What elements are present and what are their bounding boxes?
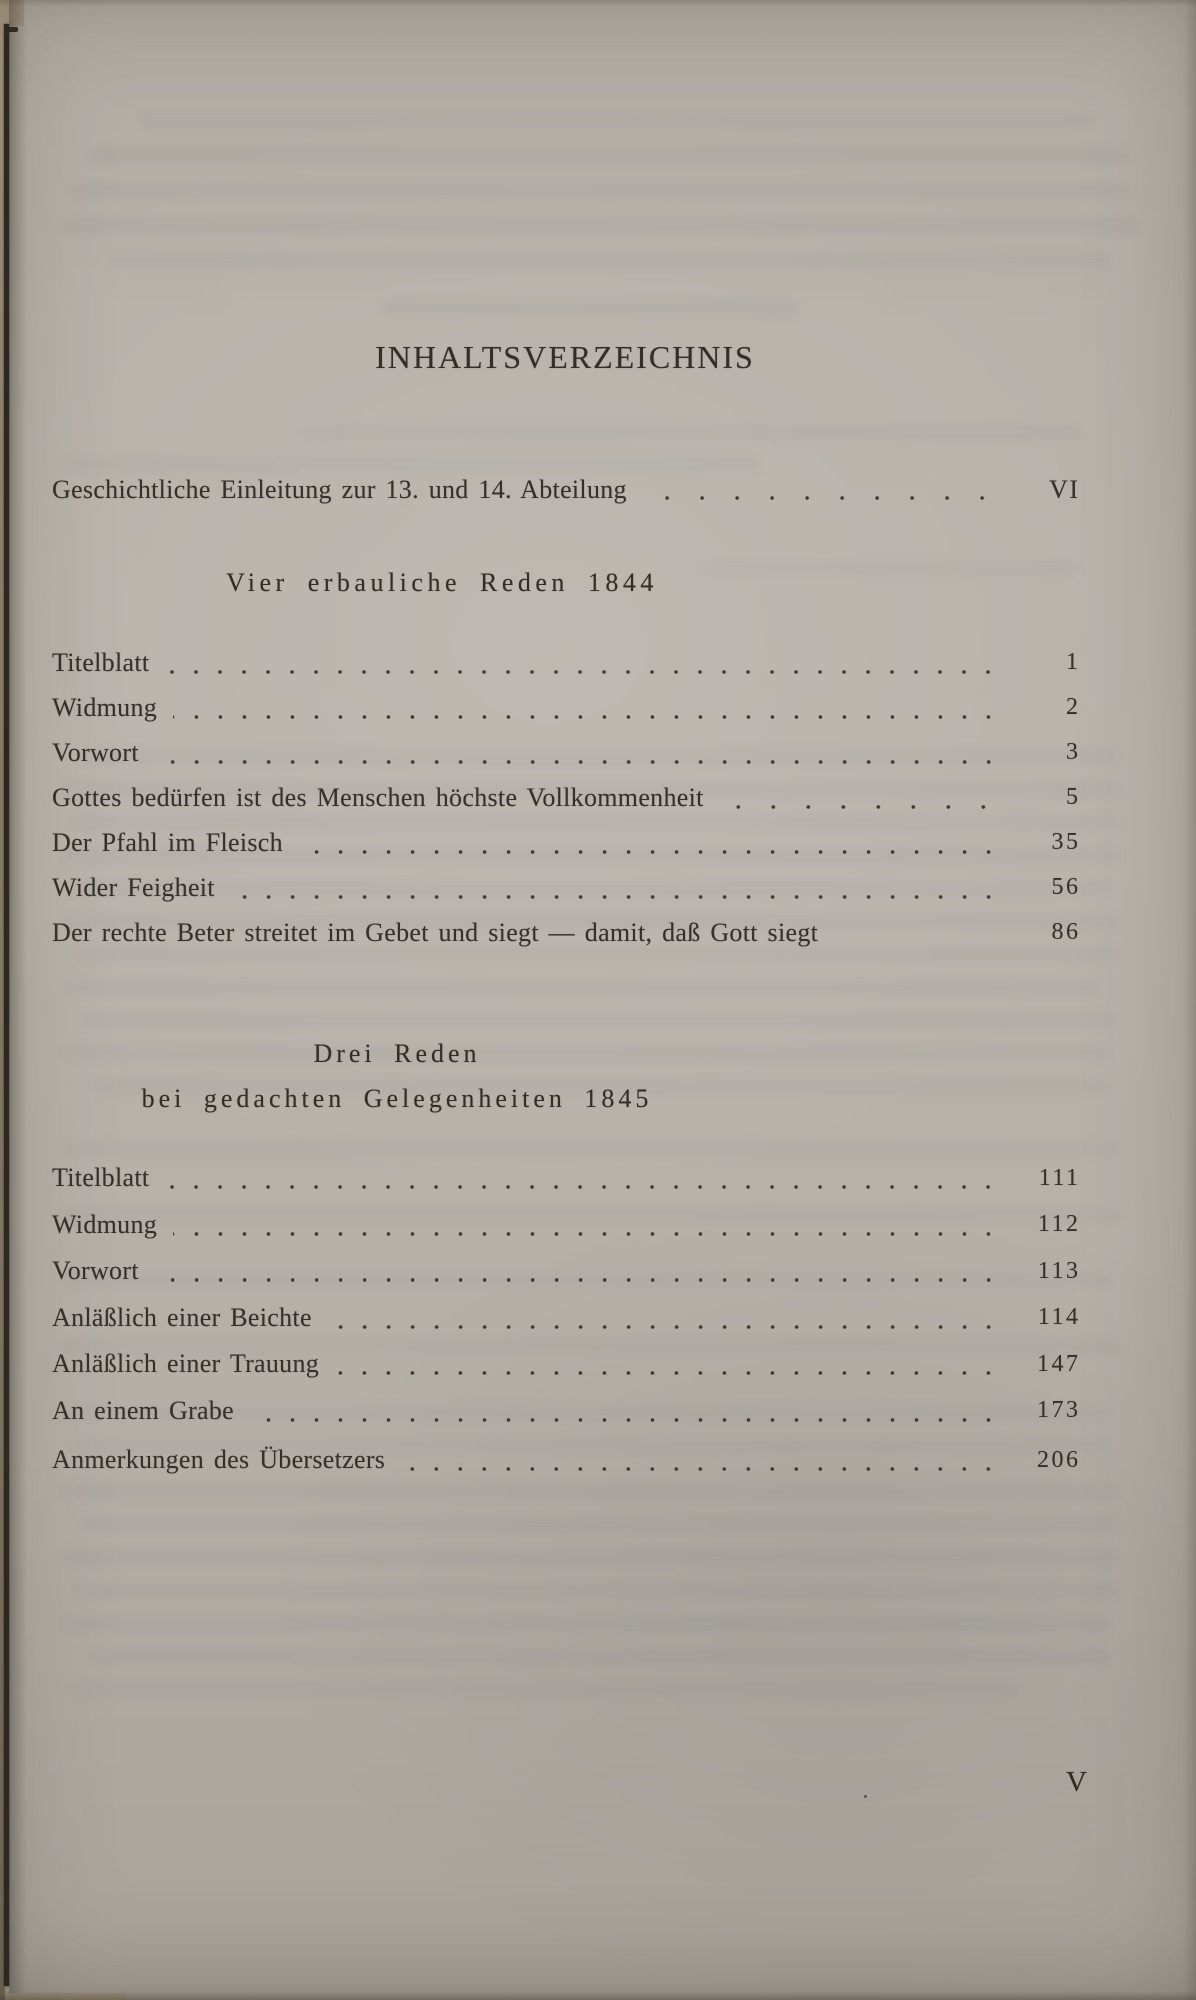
dot-leader	[720, 804, 1001, 810]
gutter-shadow	[9, 0, 27, 2000]
page-bottom-edge	[0, 1991, 1196, 2000]
section-heading-line: bei gedachten Gelegenheiten 1845	[141, 1084, 653, 1113]
toc-entry-label: Titelblatt	[52, 647, 150, 677]
dot-leader	[155, 759, 1001, 765]
toc-row	[52, 730, 1081, 775]
page-number: 113	[1037, 1257, 1081, 1284]
page-number: VI	[1049, 475, 1080, 504]
dot-leader	[231, 894, 1001, 900]
toc-row	[52, 775, 1081, 820]
toc-entry-label: Vorwort	[52, 737, 139, 767]
page-number: 111	[1038, 1164, 1081, 1191]
toc-content	[52, 0, 1081, 2000]
toc-row	[52, 865, 1081, 910]
dot-leader	[834, 939, 1000, 945]
toc-entry-label: Wider Feigheit	[52, 872, 215, 902]
toc-row	[52, 470, 1078, 510]
toc-block-1845	[52, 1155, 1081, 1484]
page-number: 86	[1051, 919, 1081, 945]
toc-row	[52, 820, 1081, 865]
dot-leader	[165, 1184, 1000, 1190]
dot-leader	[173, 714, 1000, 720]
dot-leader	[155, 1277, 1001, 1283]
section-heading-line: Vier erbauliche Reden 1844	[226, 568, 658, 597]
toc-entry-label: Anläßlich einer Trauung	[52, 1349, 320, 1379]
page-number: 2	[1066, 694, 1081, 720]
folio-page-number: V	[1066, 1766, 1088, 1798]
toc-entry-label: Der Pfahl im Fleisch	[52, 827, 283, 857]
dot-leader	[643, 495, 1000, 501]
toc-row	[52, 1341, 1081, 1388]
section-heading-line: Drei Reden	[313, 1039, 481, 1068]
dot-leader	[335, 1370, 1000, 1376]
dot-leader	[173, 1231, 1000, 1237]
page-number: 112	[1037, 1211, 1081, 1238]
toc-row	[52, 1437, 1081, 1484]
toc-entry-label: Der rechte Beter streitet im Gebet und siegt — damit, daß Gott siegt	[52, 917, 819, 947]
page-number: 5	[1066, 784, 1081, 810]
page-title: INHALTSVERZEICHNIS	[375, 339, 755, 375]
toc-row	[52, 1295, 1081, 1342]
page-number: 3	[1066, 739, 1081, 765]
dot-leader	[401, 1466, 1000, 1472]
page-number: 206	[1037, 1446, 1081, 1473]
toc-entry-label: An einem Grabe	[52, 1395, 235, 1425]
toc-row	[52, 1388, 1081, 1435]
page-number: 173	[1037, 1397, 1081, 1424]
page-top-edge	[0, 0, 1196, 6]
toc-row	[52, 1248, 1081, 1295]
page-right-edge	[1184, 0, 1196, 2000]
dot-leader	[299, 849, 1001, 855]
toc-entry-label: Titelblatt	[52, 1163, 150, 1193]
toc-entry-label: Anläßlich einer Beichte	[52, 1302, 312, 1332]
section-heading-1844	[52, 560, 1078, 605]
toc-entry-label: Widmung	[52, 692, 158, 722]
toc-row	[52, 910, 1081, 955]
page-number: 1	[1066, 649, 1081, 675]
toc-row	[52, 685, 1081, 730]
section-heading-1845	[52, 1031, 1078, 1121]
toc-entry-label: Vorwort	[52, 1256, 139, 1286]
page-number: 114	[1037, 1304, 1081, 1331]
page-number: 56	[1051, 874, 1081, 900]
dot-leader	[328, 1324, 1001, 1330]
page-number: 147	[1037, 1350, 1081, 1377]
toc-entry-label: Geschichtliche Einleitung zur 13. und 14. Abteilung	[52, 475, 627, 504]
toc-entry-label: Widmung	[52, 1209, 158, 1239]
toc-row	[52, 640, 1081, 685]
toc-entry-label: Gottes bedürfen ist des Menschen höchste Vollkommenheit	[52, 782, 704, 812]
toc-row	[52, 1155, 1081, 1202]
toc-row	[52, 1202, 1081, 1249]
page-number: 35	[1051, 829, 1081, 855]
dot-leader	[165, 669, 1000, 675]
ink-speck	[864, 1795, 867, 1798]
toc-block-1844	[52, 640, 1081, 955]
dot-leader	[250, 1417, 1000, 1423]
toc-entry-label: Anmerkungen des Übersetzers	[52, 1445, 386, 1475]
